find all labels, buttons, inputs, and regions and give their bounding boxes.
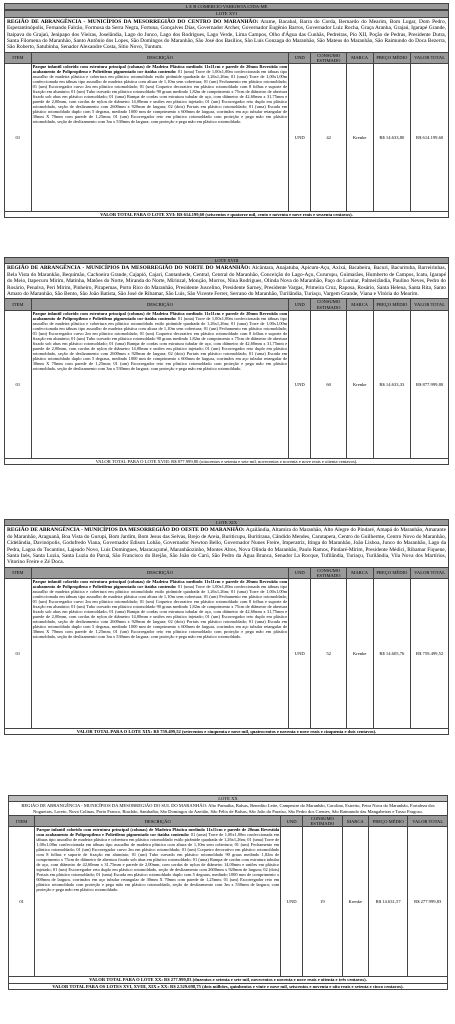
item-number: 01 (5, 310, 32, 458)
table-header-row (5, 299, 449, 310)
lot-16 (4, 3, 449, 218)
col-item: ITEM (5, 299, 32, 310)
col-item: ITEM (5, 52, 32, 63)
lot-title: LOTE XVI (4, 10, 449, 17)
col-consumo: CONSUMO ESTIMADO (303, 816, 343, 827)
item-quantity: 60 (311, 310, 347, 458)
table-row (5, 579, 449, 729)
table-header-row (5, 567, 449, 578)
item-number: 01 (9, 827, 35, 977)
item-quantity: 52 (311, 579, 347, 729)
col-und: UND (289, 299, 311, 310)
region-text: REGIÃO DE ABRANGÊNCIA - MUNICÍPIOS DA MESORREGIÃO DO SUL DO MARANHÃO: Alto Parnaíba, Balsas, Benedito Leite, Campestre do Maranhão, Carolina, Estreito, Feira Nova do Maranhão, Fortaleza dos Nogueiras, Loreto, Nova Colinas, Porto Franco, Riachão, Sambaíba, São Domingos do Azeitão, São Félix de Balsas, São João do Paraíso, São Pedro dos Crentes, São Raimundo das Mangabeiras e Tasso Fragoso. (8, 802, 448, 815)
lot-title: LOTE XX (8, 795, 448, 802)
item-total: R$ 759.499,52 (411, 579, 449, 729)
item-unit-price: R$ 14.605,76 (373, 579, 411, 729)
col-descricao: DESCRIÇÃO (31, 299, 289, 310)
col-marca: MARCA (346, 52, 373, 63)
col-consumo: CONSUMO ESTIMADO (311, 299, 347, 310)
region-text: REGIÃO DE ABRANGÊNCIA - MUNICÍPIOS DA MESORREGIÃO DO NORTE DO MARANHÃO: Alcântara, Anajatuba, Apicum-Açu, Axixá, Bacabeira, Bacuri, Bacurituba, Barreirinhas, Bela Vista do Maranhão, Bequimão, Cachoeira Grande, Cajapió, Cajari, Cantanhede, Central, Central do Maranhão, Conceição do Lago-Açu, Cururupu, Guimarães, Humberto de Campos, Icatu, Igarapé do Meio, Itapecuru Mirim, Matinha, Matões do Norte, Miranda do Norte, Mirinzal, Monção, Morros, Nina Rodrigues, Olinda Nova do Maranhão, Paço do Lumiar, Palmeirândia, Paulino Neves, Pedro do Rosário, Penalva, Peri Mirim, Pinheiro, Pirapemas, Porto Rico do Maranhão, Presidente Juscelino, Presidente Sarney, Presidente Vargas, Primeira Cruz, Raposa, Rosário, Santa Helena, Santa Rita, Santo Amaro do Maranhão, São Bento, São João Batista, São José de Ribamar, São Luís, São Vicente Ferrer, Serrano do Maranhão, Turilândia, Turiaçu, Vargem Grande, Viana e Vitória do Mearim. (4, 264, 449, 298)
lot-18 (4, 257, 449, 465)
item-description: Parque infantil colorido com estrutura principal (colunas) de Madeira Plástica medindo 11x11cm e parede de 20mm Revestida com acabamento de Polipropileno e Polietileno pigmentado cor itaúba contendo: 01 (uma) Torre de 1,00x1,00m confeccionada em tábuas tipo assoalho de madeira plástica e cobertura em plástico rotomoldado estilo pirâmide quadrada de 1,26x1,26m; 01 (uma) Torre de 1,00x1,00m confeccionada em tábuas tipo assoalho de madeira plástica com altura de 1,10m sem cobertura; 01 (um) Fechamento em plástico rotomoldado; 01 (um) Escorregador curvo 2m em plástico rotomoldado; 01 (um) Coqueiro decorativo em plástico rotomoldado com 8 folhas e suporte de fixação em alumínio; 01 (um) Tubo curvado em plástico rotomoldado 90 graus medindo 1,82m de comprimento x 75cm de diâmetro de abertura fixado sob abas em plástico rotomoldado; 01 (uma) Rampa de cordas com estrutura tubular de aço, com diâmetro de 42,60mm x 31,75mm e parede de 2,00mm, com cordas de nylon de diâmetro 14,00mm e uniões em plástico injetado; 01 (um) Escorregador reto duplo em plástico rotomoldado, seção de deslizamento com 2600mm x 920mm de largura; 02 (dois) Portais em plástico rotomoldado; 01 (uma) Escada em plástico rotomoldado duplo com 5 degraus, medindo 1000 mm de comprimento x 600mm de largura, corrimãos em aço tubular retangular de 30mm X 70mm com parede de 1,25mm; 01 (um) Escorregador reto em plástico rotomoldado com proteção e pega mão em plástico rotomoldado, seção de deslizamento com 3m x 530mm de largura; com proteção e pega mão em plástico rotomoldado. (31, 64, 289, 212)
lot-20 (8, 795, 448, 990)
lot-19 (4, 519, 449, 735)
item-total: R$ 877.999,80 (411, 310, 449, 458)
item-unit-price: R$ 14.633,80 (373, 64, 411, 212)
company-header: L E B COMERCIO VAREJISTA LTDA-ME (4, 3, 449, 10)
col-valor: VALOR TOTAL (408, 816, 448, 827)
lot-title: LOTE XIX (4, 519, 449, 526)
col-und: UND (289, 52, 311, 63)
col-preco: PREÇO MÉDIO (373, 299, 411, 310)
item-quantity: 42 (311, 64, 347, 212)
item-unit-price: R$ 14.633,33 (373, 310, 411, 458)
col-und: UND (289, 567, 311, 578)
lot-table (4, 298, 449, 458)
table-row (5, 310, 449, 458)
grand-total: VALOR TOTAL PARA OS LOTES XVI, XVIII, XIX e XX: R$ 2.529.698,75 (dois milhões, quinhentos e vinte e nove mil, seiscentos e noventa e oito reais e setenta e cinco centavos). (8, 984, 448, 990)
item-brand: Krenke (346, 579, 373, 729)
item-unit: UND (289, 310, 311, 458)
col-marca: MARCA (346, 567, 373, 578)
item-description: Parque infantil colorido com estrutura principal (colunas) de Madeira Plástica medindo 11x11cm e parede de 20mm Revestida com acabamento de Polipropileno e Polietileno pigmentado cor itaúba contendo: 01 (uma) Torre de 1,00x1,00m confeccionada em tábuas tipo assoalho de madeira plástica e cobertura em plástico rotomoldado estilo pirâmide quadrada de 1,26x1,26m; 01 (uma) Torre de 1,00x1,00m confeccionada em tábuas tipo assoalho de madeira plástica com altura de 1,10m sem cobertura; 01 (um) Fechamento em plástico rotomoldado; 01 (um) Escorregador curvo 2m em plástico rotomoldado; 01 (um) Coqueiro decorativo em plástico rotomoldado com 8 folhas e suporte de fixação em alumínio; 01 (um) Tubo curvado em plástico rotomoldado 90 graus medindo 1,82m de comprimento x 75cm de diâmetro de abertura fixado sob abas em plástico rotomoldado; 01 (uma) Rampa de cordas com estrutura tubular de aço, com diâmetro de 42,60mm x 31,75mm e parede de 2,00mm, com cordas de nylon de diâmetro 14,00mm e uniões em plástico injetado; 01 (um) Escorregador reto duplo em plástico rotomoldado, seção de deslizamento com 2600mm x 920mm de largura; 02 (dois) Portais em plástico rotomoldado; 01 (uma) Escada em plástico rotomoldado duplo com 5 degraus, medindo 1000 mm de comprimento x 600mm de largura, corrimãos em aço tubular retangular de 30mm X 70mm com parede de 1,25mm; 01 (um) Escorregador reto em plástico rotomoldado com proteção e pega mão em plástico rotomoldado, seção de deslizamento com 3m x 530mm de largura; com proteção e pega mão em plástico rotomoldado. (31, 579, 289, 729)
lot-title: LOTE XVIII (4, 257, 449, 264)
item-unit: UND (281, 827, 303, 977)
item-unit-price: R$ 14.631,57 (368, 827, 408, 977)
col-valor: VALOR TOTAL (411, 52, 449, 63)
lot-total: VALOR TOTAL PARA O LOTE XVI: R$ 614.199,60 (seiscentos e quatorze mil, cento e noventa e nove reais e sessenta centavos). (4, 212, 449, 218)
item-total: R$ 277.999,83 (408, 827, 448, 977)
col-preco: PREÇO MÉDIO (368, 816, 408, 827)
col-item: ITEM (5, 567, 32, 578)
lot-total: VALOR TOTAL PARA O LOTE XX: R$ 277.999,83 (duzentos e setenta e sete mil, novecentos e noventa e nove reais e oitenta e três centavos). (8, 977, 448, 983)
lot-table (8, 815, 448, 977)
item-brand: Krenke (346, 310, 373, 458)
col-descricao: DESCRIÇÃO (31, 567, 289, 578)
item-brand: Krenke (346, 64, 373, 212)
table-header-row (5, 52, 449, 63)
item-unit: UND (289, 64, 311, 212)
table-row (9, 827, 448, 977)
item-unit: UND (289, 579, 311, 729)
col-consumo: CONSUMO ESTIMADO (311, 567, 347, 578)
item-number: 01 (5, 64, 32, 212)
region-text: REGIÃO DE ABRANGÊNCIA - MUNICÍPIOS DA MESORREGIÃO DO CENTRO DO MARANHÃO: Arame, Bacabal, Barra do Corda, Bernardo do Mearim, Bom Lugar, Dom Pedro, Esperantinópolis, Fernando Falcão, Formosa da Serra Negra, Fortuna, Gonçalves Dias, Governador Archer, Governador Eugênio Barros, Governador Luiz Rocha, Graça Aranha, Grajaú, Igarapé Grande, Itaipava do Grajaú, Jenipapo dos Vieiras, Joselândia, Lago do Junco, Lago dos Rodrigues, Lago Verde, Lima Campos, Olho d'Água das Cunhãs, Pedreiras, Pio XII, Poção de Pedras, Presidente Dutra, Santa Filomena do Maranhão, Santo Antônio dos Lopes, São Domingos do Maranhão, São José dos Basílios, São Luís Gonzaga do Maranhão, São Mateus do Maranhão, São Raimundo do Doca Bezerra, São Roberto, Satubinha, Senador Alexandre Costa, Sítio Novo, Tuntum. (4, 18, 449, 52)
table-header-row (9, 816, 448, 827)
lot-total: VALOR TOTAL PARA O LOTE XIX: R$ 759.499,52 (setecentos e cinquenta e nove mil, quatrocentos e noventa e nove reais e cinquenta e dois centavos). (4, 729, 449, 735)
table-row (5, 64, 449, 212)
col-item: ITEM (9, 816, 35, 827)
col-marca: MARCA (342, 816, 368, 827)
col-valor: VALOR TOTAL (411, 567, 449, 578)
item-number: 01 (5, 579, 32, 729)
item-description: Parque infantil colorido com estrutura principal (colunas) de Madeira Plástica medindo 11x11cm e parede de 20mm Revestida com acabamento de Polipropileno e Polietileno pigmentado cor itaúba contendo: 01 (uma) Torre de 1,00x1,00m confeccionada em tábuas tipo assoalho de madeira plástica e cobertura em plástico rotomoldado estilo pirâmide quadrada de 1,26x1,26m; 01 (uma) Torre de 1,00x1,00m confeccionada em tábuas tipo assoalho de madeira plástica com altura de 1,10m sem cobertura; 01 (um) Fechamento em plástico rotomoldado; 01 (um) Escorregador curvo 2m em plástico rotomoldado; 01 (um) Coqueiro decorativo em plástico rotomoldado com 8 folhas e suporte de fixação em alumínio; 01 (um) Tubo curvado em plástico rotomoldado 90 graus medindo 1,82m de comprimento x 75cm de diâmetro de abertura fixado sob abas em plástico rotomoldado; 01 (uma) Rampa de cordas com estrutura tubular de aço, com diâmetro de 42,60mm x 31,75mm e parede de 2,00mm, com cordas de nylon de diâmetro 14,00mm e uniões em plástico injetado; 01 (um) Escorregador reto duplo em plástico rotomoldado, seção de deslizamento com 2600mm x 920mm de largura; 02 (dois) Portais em plástico rotomoldado; 01 (uma) Escada em plástico rotomoldado duplo com 5 degraus, medindo 1000 mm de comprimento x 600mm de largura, corrimãos em aço tubular retangular de 30mm X 70mm com parede de 1,25mm; 01 (um) Escorregador reto em plástico rotomoldado com proteção e pega mão em plástico rotomoldado, seção de deslizamento com 3m x 530mm de largura; com proteção e pega mão em plástico rotomoldado. (31, 310, 289, 458)
item-brand: Krenke (342, 827, 368, 977)
col-consumo: CONSUMO ESTIMADO (311, 52, 347, 63)
lot-table (4, 52, 449, 212)
lot-total: VALOR TOTAL PARA O LOTE XVIII: R$ 877.999,80 (oitocentos e setenta e sete mil, novecentos e noventa e nove reais e oitenta centavos). (4, 459, 449, 465)
col-descricao: DESCRIÇÃO (31, 52, 289, 63)
col-descricao: DESCRIÇÃO (35, 816, 281, 827)
col-preco: PREÇO MÉDIO (373, 567, 411, 578)
col-preco: PREÇO MÉDIO (373, 52, 411, 63)
item-total: R$ 614.199,60 (411, 64, 449, 212)
lot-table (4, 567, 449, 729)
col-valor: VALOR TOTAL (411, 299, 449, 310)
col-und: UND (281, 816, 303, 827)
region-text: REGIÃO DE ABRANGÊNCIA - MUNICÍPIOS DA MESORREGIÃO DO OESTE DO MARANHÃO: Açailândia, Altamira do Maranhão, Alto Alegre do Pindaré, Amapá do Maranhão, Amarante do Maranhão, Araguanã, Boa Vista do Gurupi, Bom Jardim, Bom Jesus das Selvas, Brejo de Areia, Buriticupu, Buritirana, Cândido Mendes, Carutapera, Centro do Guilherme, Centro Novo do Maranhão, Cidelândia, Davinópolis, Godofredo Viana, Governador Edison Lobão, Governador Newton Bello, Governador Nunes Freire, Imperatriz, Itinga do Maranhão, João Lisboa, Junco do Maranhão, Lago da Pedra, Lagoa do Tocantins, Lajeado Novo, Luís Domingues, Maracaçumé, Maranhãozinho, Montes Altos, Nova Olinda do Maranhão, Paulo Ramos, Pindaré-Mirim, Presidente Médici, Ribamar Fiquene, Santa Inês, Santa Luzia, Santa Luzia do Paruá, São Francisco do Brejão, São João do Carú, São Pedro da Água Branca, Senador La Rocque, Tufilândia, Turiaçu, Turilândia, Vila Nova dos Martírios, Vitorino Freire e Zé Doca. (4, 526, 449, 566)
item-description: Parque infantil colorido com estrutura principal (colunas) de Madeira Plástica medindo 11x11cm e parede de 20mm Revestida com acabamento de Polipropileno e Polietileno pigmentado cor itaúba contendo: 01 (uma) Torre de 1,00x1,00m confeccionada em tábuas tipo assoalho de madeira plástica e cobertura em plástico rotomoldado estilo pirâmide quadrada de 1,26x1,26m; 01 (uma) Torre de 1,00x1,00m confeccionada em tábuas tipo assoalho de madeira plástica com altura de 1,10m sem cobertura; 01 (um) Fechamento em plástico rotomoldado; 01 (um) Escorregador curvo 2m em plástico rotomoldado; 01 (um) Coqueiro decorativo em plástico rotomoldado com 8 folhas e suporte de fixação em alumínio; 01 (um) Tubo curvado em plástico rotomoldado 90 graus medindo 1,82m de comprimento x 75cm de diâmetro de abertura fixado sob abas em plástico rotomoldado; 01 (uma) Rampa de cordas com estrutura tubular de aço, com diâmetro de 42,60mm x 31,75mm e parede de 2,00mm, com cordas de nylon de diâmetro 14,00mm e uniões em plástico injetado; 01 (um) Escorregador reto duplo em plástico rotomoldado, seção de deslizamento com 2600mm x 920mm de largura; 02 (dois) Portais em plástico rotomoldado; 01 (uma) Escada em plástico rotomoldado duplo com 5 degraus, medindo 1000 mm de comprimento x 600mm de largura, corrimãos em aço tubular retangular de 30mm X 70mm com parede de 1,25mm; 01 (um) Escorregador reto em plástico rotomoldado com proteção e pega mão em plástico rotomoldado, seção de deslizamento com 3m x 530mm de largura; com proteção e pega mão em plástico rotomoldado. (35, 827, 281, 977)
col-marca: MARCA (346, 299, 373, 310)
item-quantity: 19 (303, 827, 343, 977)
